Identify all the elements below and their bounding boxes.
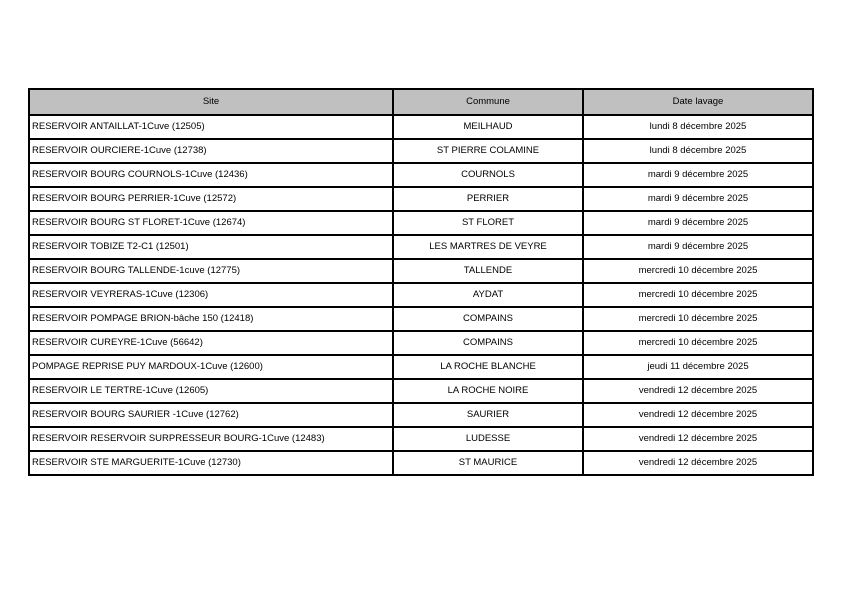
- cell-site: RESERVOIR STE MARGUERITE-1Cuve (12730): [29, 451, 393, 475]
- table-row: [29, 451, 813, 475]
- cell-commune: COMPAINS: [393, 307, 583, 331]
- cell-commune: TALLENDE: [393, 259, 583, 283]
- cell-commune: LES MARTRES DE VEYRE: [393, 235, 583, 259]
- cell-site: RESERVOIR RESERVOIR SURPRESSEUR BOURG-1Cuve (12483): [29, 427, 393, 451]
- cell-date: vendredi 12 décembre 2025: [583, 379, 813, 403]
- washing-schedule-table: [28, 88, 814, 476]
- cell-date: mercredi 10 décembre 2025: [583, 307, 813, 331]
- cell-site: RESERVOIR ANTAILLAT-1Cuve (12505): [29, 115, 393, 139]
- table-body: [29, 115, 813, 475]
- table-row: [29, 331, 813, 355]
- table-row: [29, 235, 813, 259]
- cell-date: vendredi 12 décembre 2025: [583, 427, 813, 451]
- cell-date: lundi 8 décembre 2025: [583, 139, 813, 163]
- cell-site: RESERVOIR TOBIZE T2-C1 (12501): [29, 235, 393, 259]
- table-row: [29, 259, 813, 283]
- table-row: [29, 307, 813, 331]
- cell-date: lundi 8 décembre 2025: [583, 115, 813, 139]
- cell-site: RESERVOIR BOURG TALLENDE-1cuve (12775): [29, 259, 393, 283]
- cell-commune: PERRIER: [393, 187, 583, 211]
- table-row: [29, 163, 813, 187]
- table-row: [29, 115, 813, 139]
- cell-commune: COMPAINS: [393, 331, 583, 355]
- cell-commune: LA ROCHE NOIRE: [393, 379, 583, 403]
- header-row: [29, 89, 813, 115]
- cell-commune: LUDESSE: [393, 427, 583, 451]
- table-row: [29, 283, 813, 307]
- cell-date: mardi 9 décembre 2025: [583, 235, 813, 259]
- cell-commune: SAURIER: [393, 403, 583, 427]
- cell-date: mercredi 10 décembre 2025: [583, 331, 813, 355]
- cell-date: vendredi 12 décembre 2025: [583, 451, 813, 475]
- cell-commune: COURNOLS: [393, 163, 583, 187]
- cell-site: RESERVOIR BOURG ST FLORET-1Cuve (12674): [29, 211, 393, 235]
- cell-date: mardi 9 décembre 2025: [583, 187, 813, 211]
- table-row: [29, 427, 813, 451]
- cell-date: mardi 9 décembre 2025: [583, 211, 813, 235]
- cell-commune: ST MAURICE: [393, 451, 583, 475]
- cell-site: RESERVOIR OURCIERE-1Cuve (12738): [29, 139, 393, 163]
- cell-date: vendredi 12 décembre 2025: [583, 403, 813, 427]
- cell-date: jeudi 11 décembre 2025: [583, 355, 813, 379]
- cell-date: mercredi 10 décembre 2025: [583, 283, 813, 307]
- cell-site: RESERVOIR BOURG PERRIER-1Cuve (12572): [29, 187, 393, 211]
- cell-site: RESERVOIR BOURG COURNOLS-1Cuve (12436): [29, 163, 393, 187]
- cell-site: POMPAGE REPRISE PUY MARDOUX-1Cuve (12600): [29, 355, 393, 379]
- cell-site: RESERVOIR CUREYRE-1Cuve (56642): [29, 331, 393, 355]
- cell-site: RESERVOIR LE TERTRE-1Cuve (12605): [29, 379, 393, 403]
- table-row: [29, 211, 813, 235]
- table-row: [29, 355, 813, 379]
- cell-commune: AYDAT: [393, 283, 583, 307]
- cell-site: RESERVOIR POMPAGE BRION-bâche 150 (12418): [29, 307, 393, 331]
- cell-site: RESERVOIR BOURG SAURIER -1Cuve (12762): [29, 403, 393, 427]
- cell-commune: LA ROCHE BLANCHE: [393, 355, 583, 379]
- washing-schedule-sheet: [28, 88, 812, 476]
- cell-commune: ST FLORET: [393, 211, 583, 235]
- cell-commune: MEILHAUD: [393, 115, 583, 139]
- cell-date: mardi 9 décembre 2025: [583, 163, 813, 187]
- table-row: [29, 403, 813, 427]
- header-site: Site: [29, 89, 393, 115]
- table-row: [29, 139, 813, 163]
- cell-site: RESERVOIR VEYRERAS-1Cuve (12306): [29, 283, 393, 307]
- table-row: [29, 379, 813, 403]
- header-date-lavage: Date lavage: [583, 89, 813, 115]
- cell-commune: ST PIERRE COLAMINE: [393, 139, 583, 163]
- table-row: [29, 187, 813, 211]
- header-commune: Commune: [393, 89, 583, 115]
- cell-date: mercredi 10 décembre 2025: [583, 259, 813, 283]
